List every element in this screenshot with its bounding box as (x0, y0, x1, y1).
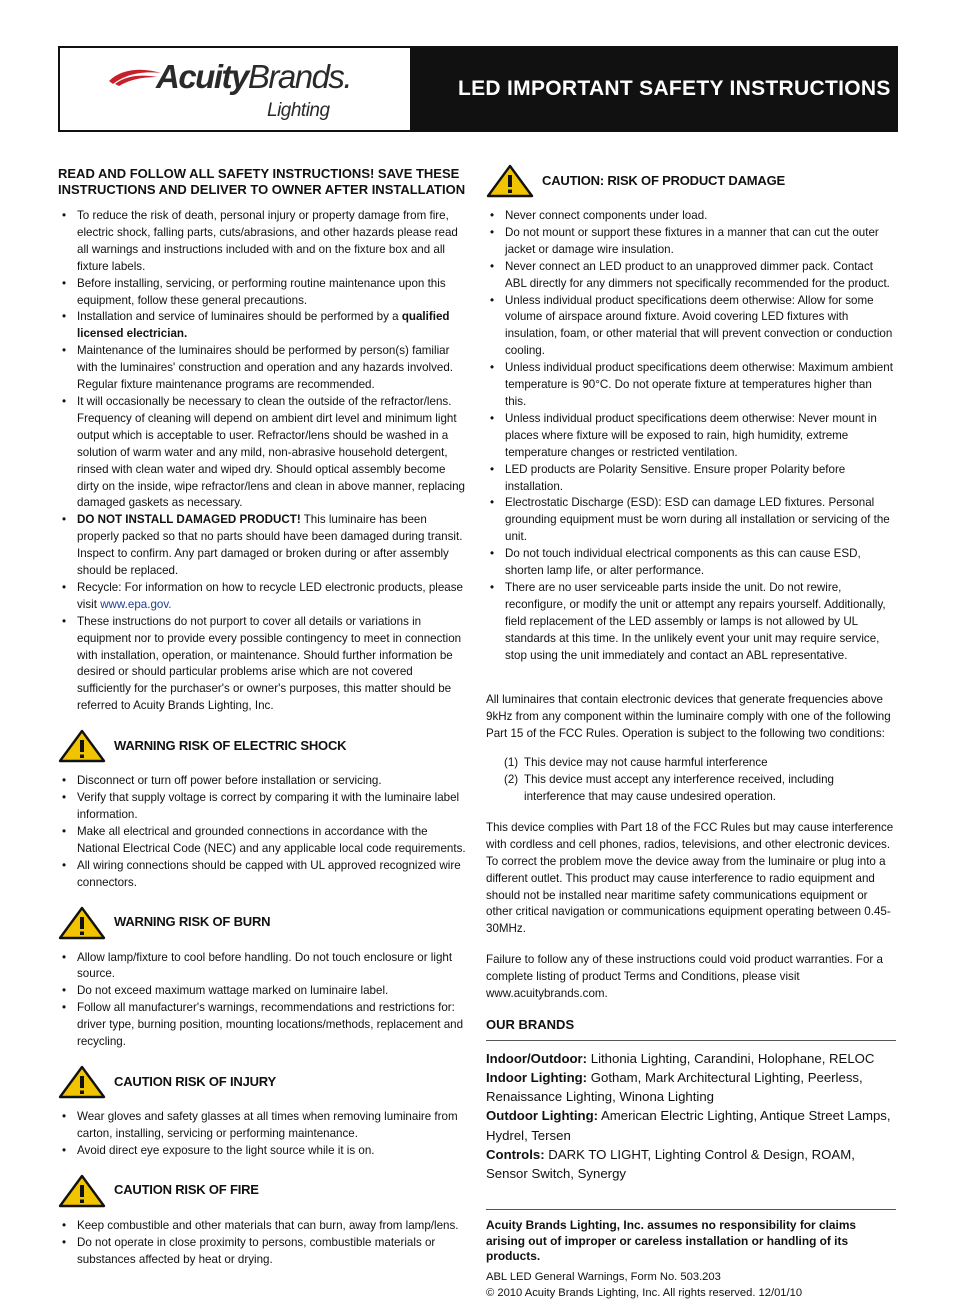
swoosh-logo-mark (107, 65, 163, 87)
list-item: (1) This device may not cause harmful interference (504, 756, 768, 770)
list-item: • Verify that supply voltage is correct by comparing it with the luminaire label information. (58, 790, 468, 824)
list-item: • DO NOT INSTALL DAMAGED PRODUCT! This luminaire has been properly packed so that no parts should have been damaged during transit. Inspect to confirm. Any part damaged or broken during or after assembly should be replaced. (58, 512, 468, 580)
fire-list (58, 1218, 468, 1269)
fcc-part18-paragraph: This device complies with Part 18 of the FCC Rules but may cause interference with cordless and cell phones, radios, televisions, and other electronic devices. To correct the problem move the device away from the luminaire or plug into a different outlet. This product may cause interference to radio equipment and should not be installed near maritime safety communications equipment or other critical navigation or communications equipment operating between 0.45-30MHz. (486, 820, 894, 936)
list-item: • Do not touch individual electrical components as this can cause ESD, shorten lamp life, or alter performance. (486, 546, 896, 580)
fire-caution-heading: CAUTION RISK OF FIRE (58, 1174, 468, 1208)
list-item: • Disconnect or turn off power before installation or servicing. (58, 773, 468, 790)
brands-list (486, 1040, 896, 1183)
list-item: • Follow all manufacturer's warnings, recommendations and restrictions for: driver type, burning position, mounting locations/methods, replacement and recycling. (58, 1000, 468, 1051)
list-item: • Unless individual product specifications deem otherwise: Never mount in places where fixture will be exposed to rain, high humidity, extreme temperature changes or restricted ventilation. (486, 411, 896, 462)
list-item: • Maintenance of the luminaires should be performed by person(s) familiar with the luminaires' construction and operation and any hazards involved. Regular fixture maintenance programs are recommended. (58, 343, 468, 394)
brand-logo (60, 48, 410, 130)
brand-group: Controls: DARK TO LIGHT, Lighting Control & Design, ROAM, Sensor Switch, Synergy (486, 1146, 855, 1182)
list-item: • Before installing, servicing, or performing routine maintenance upon this equipment, follow these general precautions. (58, 276, 468, 310)
list-item: • Avoid direct eye exposure to the light source while it is on. (58, 1143, 468, 1160)
brand-group: Indoor Lighting: Gotham, Mark Architectural Lighting, Peerless, Renaissance Lighting, Winona Lighting (486, 1070, 863, 1105)
warning-triangle-icon (486, 164, 534, 198)
brand-group: Indoor/Outdoor: Lithonia Lighting, Carandini, Holophane, RELOC (486, 1050, 875, 1066)
product-damage-list (486, 208, 896, 664)
list-item: • Wear gloves and safety glasses at all times when removing luminaire from carton, installing, servicing or performing maintenance. (58, 1109, 468, 1143)
warning-triangle-icon (58, 1174, 106, 1208)
footer (486, 1209, 896, 1302)
list-item: • Electrostatic Discharge (ESD): ESD can damage LED fixtures. Personal grounding equipment must be worn during all installation or servicing of the unit. (486, 495, 896, 546)
list-item: • Make all electrical and grounded connections in accordance with the National Electrical Code (NEC) and any applicable local code requirements. (58, 824, 468, 858)
shock-list (58, 773, 468, 891)
right-column (486, 164, 896, 1302)
left-column (58, 164, 468, 1268)
list-item: • All wiring connections should be capped with UL approved recognized wire connectors. (58, 858, 468, 892)
injury-list (58, 1109, 468, 1160)
burn-warning-heading: WARNING RISK OF BURN (58, 906, 468, 940)
list-item: • LED products are Polarity Sensitive. Ensure proper Polarity before installation. (486, 462, 896, 496)
injury-caution-heading: CAUTION RISK OF INJURY (58, 1065, 468, 1099)
document-title: LED IMPORTANT SAFETY INSTRUCTIONS (410, 48, 896, 130)
list-item: • Do not exceed maximum wattage marked on luminaire label. (58, 983, 468, 1000)
fcc-conditions-list (486, 755, 896, 806)
list-item: • These instructions do not purport to cover all details or variations in equipment nor to provide every possible contingency to meet in connection with installation, operation, or maintenance. Should further information be desired or should particular problems arise which are not covered sufficiently for the purchaser's or owner's purposes, this matter should be referred to Acuity Brands Lighting, Inc. (58, 614, 468, 715)
brands-heading: OUR BRANDS (486, 1016, 575, 1032)
list-item: (2) This device must accept any interference received, including interference that may cause undesired operation. (504, 773, 834, 803)
intro-list (58, 208, 468, 715)
list-item: • Unless individual product specifications deem otherwise: Allow for some volume of airspace around fixture. Avoid covering LED fixtures with insulation, foam, or other material that will prevent convection or conduction cooling. (486, 293, 896, 361)
page-header (58, 46, 898, 132)
list-item: • Keep combustible and other materials that can burn, away from lamp/lens. (58, 1218, 468, 1235)
form-number: ABL LED General Warnings, Form No. 503.203 (486, 1270, 721, 1283)
list-item: • Do not mount or support these fixtures in a manner that can cut the outer jacket or damage wire insulation. (486, 225, 896, 259)
copyright-notice: © 2010 Acuity Brands Lighting, Inc. All rights reserved. 12/01/10 (486, 1287, 803, 1300)
list-item: • To reduce the risk of death, personal injury or property damage from fire, electric shock, falling parts, cuts/abrasions, and other hazards please read all warnings and instructions included with and on the fixture box and all fixture labels. (58, 208, 468, 276)
list-item: • There are no user serviceable parts inside the unit. Do not rewire, reconfigure, or modify the unit or attempt any repairs yourself. Additionally, field replacement of the LED assembly or lamps is not allowed by UL standards at this time. In the unlikely event your unit may require service, stop using the unit immediately and contact an ABL representative. (486, 580, 896, 665)
logo-wordmark: AcuityBrands. (156, 58, 352, 95)
shock-warning-heading: WARNING RISK OF ELECTRIC SHOCK (58, 729, 468, 763)
product-damage-heading: CAUTION: RISK OF PRODUCT DAMAGE (486, 164, 896, 198)
fcc-intro-paragraph: All luminaires that contain electronic devices that generate frequencies above 9kHz from any component within the luminaire comply with one of the following Part 15 of the FCC Rules. Operation is subject to the following two conditions: (486, 693, 891, 741)
burn-list (58, 950, 468, 1051)
liability-disclaimer: Acuity Brands Lighting, Inc. assumes no responsibility for claims arising out of improper or careless installation or handling of its products. (486, 1218, 857, 1264)
list-item: • Recycle: For information on how to recycle LED electronic products, please visit www.epa.gov. (58, 580, 468, 614)
list-item: • Never connect components under load. (486, 208, 896, 225)
list-item: • Unless individual product specifications deem otherwise: Maximum ambient temperature is 90°C. Do not operate fixture at temperatures higher than this. (486, 360, 896, 411)
list-item: • Installation and service of luminaires should be performed by a qualified licensed electrician. (58, 309, 468, 343)
logo-subtitle: Lighting (267, 100, 330, 121)
intro-heading: READ AND FOLLOW ALL SAFETY INSTRUCTIONS! SAVE THESE INSTRUCTIONS AND DELIVER TO OWNER AFTER INSTALLATION (58, 166, 466, 197)
list-item: • Do not operate in close proximity to persons, combustible materials or substances affected by heat or drying. (58, 1235, 468, 1269)
warning-triangle-icon (58, 1065, 106, 1099)
list-item: • It will occasionally be necessary to clean the outside of the refractor/lens. Frequency of cleaning will depend on ambient dirt level and minimum light output which is acceptable to user. Refractor/lens should be washed in a solution of warm water and any mild, non-abrasive household detergent, rinsed with clean water and wiped dry. Should optical assembly become dirty on the inside, wipe refractor/lens and clean in above manner, replacing damaged gaskets as necessary. (58, 394, 468, 512)
warning-triangle-icon (58, 906, 106, 940)
warning-triangle-icon (58, 729, 106, 763)
list-item: • Allow lamp/fixture to cool before handling. Do not touch enclosure or light source. (58, 950, 468, 984)
list-item: • Never connect an LED product to an unapproved dimmer pack. Contact ABL directly for any dimmers not specifically recommended for the product. (486, 259, 896, 293)
epa-link[interactable]: www.epa.gov. (100, 597, 172, 611)
brand-group: Outdoor Lighting: American Electric Lighting, Antique Street Lamps, Hydrel, Tersen (486, 1108, 891, 1143)
warranty-paragraph: Failure to follow any of these instructions could void product warranties. For a complete listing of product Terms and Conditions, please visit www.acuitybrands.com. (486, 953, 883, 1001)
